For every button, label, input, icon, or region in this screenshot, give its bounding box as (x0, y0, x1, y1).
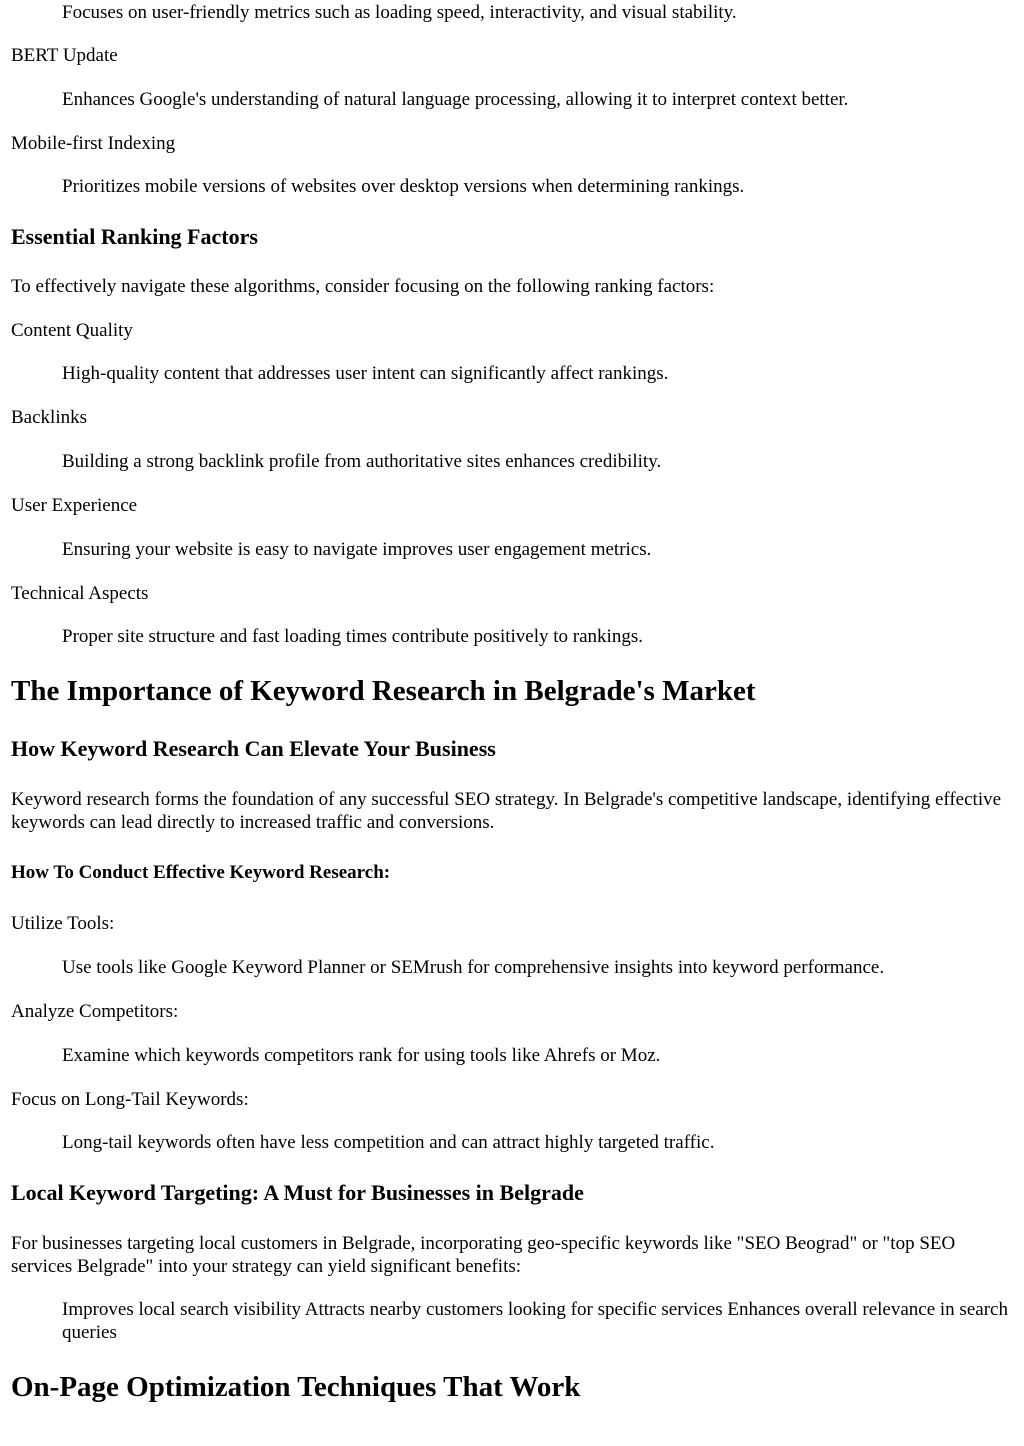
ranking-factors-intro: To effectively navigate these algorithms, consider focusing on the following ranking factors: (11, 276, 715, 297)
step-desc-analyze-competitors: Examine which keywords competitors rank for using tools like Ahrefs or Moz. (62, 1045, 661, 1066)
keyword-research-paragraph: Keyword research forms the foundation of any successful SEO strategy. In Belgrade's competitive landscape, identifying effective keywords can lead directly to increased traffic and conversions. (11, 789, 1002, 833)
algorithm-term-bert: BERT Update (11, 45, 118, 66)
howto-heading: How To Conduct Effective Keyword Research: (11, 862, 391, 883)
step-term-long-tail: Focus on Long-Tail Keywords: (11, 1089, 249, 1110)
algorithm-desc-bert: Enhances Google's understanding of natural language processing, allowing it to interpret context better. (62, 89, 849, 110)
factor-term-content-quality: Content Quality (11, 320, 133, 341)
algorithm-term-mobile-first: Mobile-first Indexing (11, 133, 176, 154)
keyword-research-subheading: How Keyword Research Can Elevate Your Business (11, 736, 496, 761)
core-web-vitals-description: Focuses on user-friendly metrics such as loading speed, interactivity, and visual stability. (62, 2, 737, 23)
keyword-research-heading: The Importance of Keyword Research in Belgrade's Market (11, 675, 756, 707)
algorithm-desc-mobile-first: Prioritizes mobile versions of websites over desktop versions when determining rankings. (62, 176, 745, 197)
local-targeting-paragraph: For businesses targeting local customers in Belgrade, incorporating geo-specific keywords like "SEO Beograd" or "top SEO services Belgrade" into your strategy can yield significant benefits: (11, 1233, 956, 1277)
local-benefits: Improves local search visibility Attracts nearby customers looking for specific services Enhances overall relevance in search queries (62, 1299, 1008, 1343)
factor-desc-user-experience: Ensuring your website is easy to navigate improves user engagement metrics. (62, 539, 652, 560)
factor-term-backlinks: Backlinks (11, 407, 87, 428)
local-targeting-heading: Local Keyword Targeting: A Must for Businesses in Belgrade (11, 1180, 584, 1205)
step-term-utilize-tools: Utilize Tools: (11, 913, 115, 934)
factor-desc-technical-aspects: Proper site structure and fast loading times contribute positively to rankings. (62, 626, 643, 647)
factor-term-user-experience: User Experience (11, 495, 138, 516)
on-page-heading: On-Page Optimization Techniques That Work (11, 1371, 581, 1403)
ranking-factors-heading: Essential Ranking Factors (11, 224, 258, 249)
factor-desc-content-quality: High-quality content that addresses user intent can significantly affect rankings. (62, 363, 669, 384)
factor-desc-backlinks: Building a strong backlink profile from authoritative sites enhances credibility. (62, 451, 662, 472)
factor-term-technical-aspects: Technical Aspects (11, 583, 149, 604)
step-desc-long-tail: Long-tail keywords often have less competition and can attract highly targeted traffic. (62, 1132, 715, 1153)
step-term-analyze-competitors: Analyze Competitors: (11, 1001, 179, 1022)
step-desc-utilize-tools: Use tools like Google Keyword Planner or SEMrush for comprehensive insights into keyword performance. (62, 957, 885, 978)
